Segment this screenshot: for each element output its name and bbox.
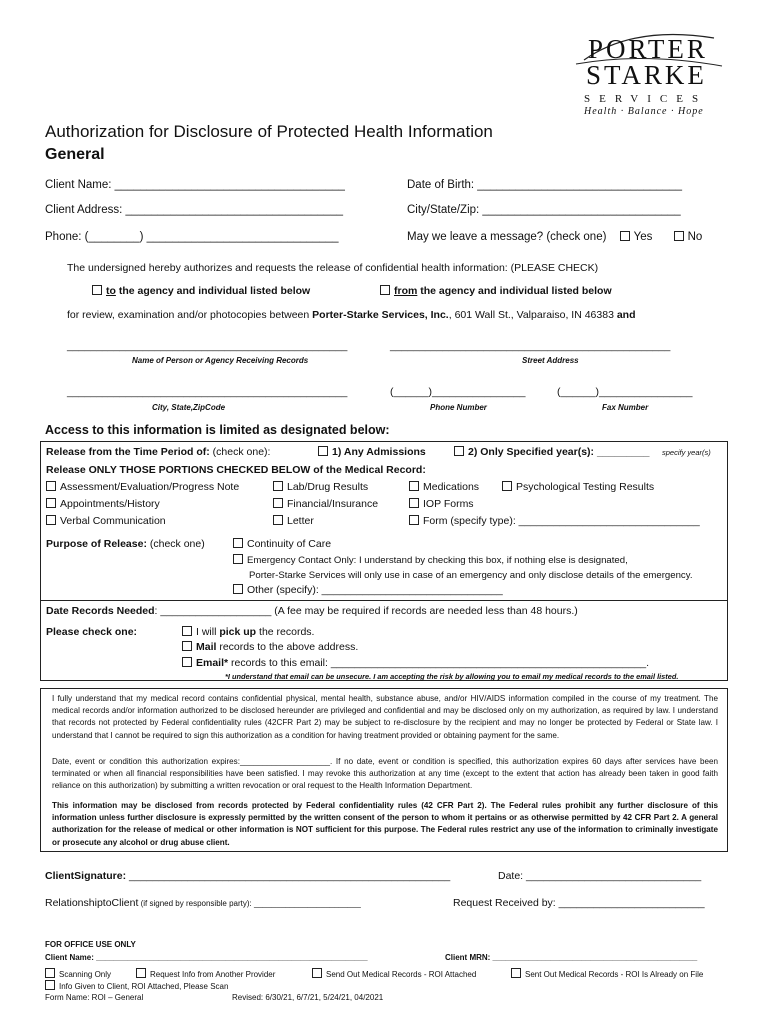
fax-caption: Fax Number — [602, 403, 649, 412]
please-check-label: Please check one: — [46, 626, 138, 638]
checkbox-icon[interactable] — [511, 968, 521, 978]
purpose-label: Purpose of Release: (check one) — [46, 538, 205, 550]
receiving-name-line[interactable]: ________________________________________________ — [67, 340, 348, 352]
legal-paragraph-2: Date, event or condition this authorization expires:____________________. If no date, event or condition is specified, this authorization expires 60 days after services have been terminated or when all financial responsibilities have been satisfied. I may revoke this authorization at any time (except to the extent that action has already been taken in good faith reliance on this authorization) by submitting a written revocation or oral request to the Health Information Department. — [52, 757, 718, 791]
from-agency-option[interactable]: from the agency and individual listed below — [380, 285, 612, 297]
purpose-continuity-option[interactable]: Continuity of Care — [233, 538, 331, 550]
page-subtitle: General — [45, 146, 105, 163]
section-divider — [40, 600, 728, 601]
street-address-line[interactable]: ________________________________________________ — [390, 340, 671, 352]
office-client-name-field[interactable]: Client Name: _____________________________________________________________ — [45, 953, 368, 962]
logo-porter: PORTER — [588, 34, 708, 64]
office-scanning-option[interactable]: Scanning Only — [45, 968, 111, 979]
office-sent-already-option[interactable]: Sent Out Medical Records - ROI Is Already on File — [511, 968, 703, 979]
to-agency-option[interactable]: to the agency and individual listed below — [92, 285, 310, 297]
checkbox-icon[interactable] — [674, 231, 684, 241]
record-item-verbal[interactable]: Verbal Communication — [46, 515, 166, 527]
office-sent-out-option[interactable]: Send Out Medical Records - ROI Attached — [312, 968, 476, 979]
only-specified-years-option[interactable]: 2) Only Specified year(s): _________ — [454, 446, 650, 458]
office-client-mrn-field[interactable]: Client MRN: ______________________________________________ — [445, 953, 698, 962]
fax-number-line[interactable]: (______)________________ — [557, 386, 693, 398]
message-no-option[interactable]: No — [674, 231, 703, 243]
street-address-caption: Street Address — [522, 356, 579, 365]
checkbox-icon[interactable] — [454, 446, 464, 456]
portions-label: Release ONLY THOSE PORTIONS CHECKED BELOW of the Medical Record: — [46, 464, 426, 476]
client-signature-field[interactable]: ClientSignature: _______________________________________________________ — [45, 870, 451, 882]
client-address-field[interactable]: Client Address: __________________________________ — [45, 204, 343, 216]
form-name: Form Name: ROI – General — [45, 993, 144, 1002]
record-item-financial[interactable]: Financial/Insurance — [273, 498, 378, 510]
checkbox-icon[interactable] — [46, 515, 56, 525]
phone-caption: Phone Number — [430, 403, 487, 412]
emergency-explanation: Porter-Starke Services will only use in case of an emergency and only disclose details of the emergency. — [249, 570, 693, 581]
legal-paragraph-1: I fully understand that my medical record contains confidential physical, mental health, substance abuse, and/or HIV/AIDS information compiled in the course of my treatment. The medical records and/or information authorized to be disclosed hereunder are privileged and confidential and may be disclosed only on my authorization, as required by law. I understand that records not protected by Federal confidentiality rules (42CFR Part 2) may be subject to re-disclosure by the recipient and may no longer be protected by Federal or State law. I understand that I cannot be required to sign this authorization as a condition for having treatment provided or obtaining payment for the same. — [52, 694, 718, 740]
checkbox-icon[interactable] — [318, 446, 328, 456]
receiving-name-caption: Name of Person or Agency Receiving Records — [132, 356, 309, 365]
record-item-appointments[interactable]: Appointments/History — [46, 498, 160, 510]
purpose-emergency-option[interactable]: Emergency Contact Only: I understand by checking this box, if nothing else is designated, — [233, 554, 628, 566]
city-caption: City, State,ZipCode — [152, 403, 226, 412]
authorization-intro: The undersigned hereby authorizes and requests the release of confidential health information: (PLEASE CHECK) — [67, 262, 599, 274]
record-item-lab-results[interactable]: Lab/Drug Results — [273, 481, 368, 493]
leave-message-question — [407, 231, 702, 243]
checkbox-icon[interactable] — [136, 968, 146, 978]
record-item-iop-forms[interactable]: IOP Forms — [409, 498, 474, 510]
page-title: Authorization for Disclosure of Protected Health Information — [45, 122, 493, 141]
record-item-psych-testing[interactable]: Psychological Testing Results — [502, 481, 654, 493]
mail-option[interactable]: Mail records to the above address. — [182, 641, 358, 653]
phone-field[interactable]: Phone: (________) ______________________________ — [45, 231, 339, 243]
checkbox-icon[interactable] — [45, 980, 55, 990]
checkbox-icon[interactable] — [409, 498, 419, 508]
email-risk-note: *I understand that email can be unsecure. I am accepting the risk by allowing you to email my medical records to the email listed. — [225, 672, 679, 681]
any-admissions-option[interactable]: 1) Any Admissions — [318, 446, 426, 458]
checkbox-icon[interactable] — [233, 584, 243, 594]
client-name-field[interactable]: Client Name: ____________________________________ — [45, 179, 345, 191]
checkbox-icon[interactable] — [233, 554, 243, 564]
logo-services: SERVICES — [584, 93, 708, 105]
checkbox-icon[interactable] — [620, 231, 630, 241]
record-item-medications[interactable]: Medications — [409, 481, 479, 493]
checkbox-icon[interactable] — [46, 498, 56, 508]
checkbox-icon[interactable] — [312, 968, 322, 978]
checkbox-icon[interactable] — [233, 538, 243, 548]
checkbox-icon[interactable] — [409, 481, 419, 491]
checkbox-icon[interactable] — [273, 481, 283, 491]
email-option[interactable]: Email* records to this email: ______________________________________________________. — [182, 657, 649, 669]
city-state-zip-line[interactable]: ________________________________________________ — [67, 386, 348, 398]
date-of-birth-field[interactable]: Date of Birth: ________________________________ — [407, 179, 682, 191]
checkbox-icon[interactable] — [502, 481, 512, 491]
signature-date-field[interactable]: Date: ______________________________ — [498, 870, 702, 882]
request-received-field[interactable]: Request Received by: _________________________ — [453, 897, 705, 909]
checkbox-icon[interactable] — [409, 515, 419, 525]
record-item-form[interactable]: Form (specify type): _______________________________ — [409, 515, 700, 527]
record-item-assessment[interactable]: Assessment/Evaluation/Progress Note — [46, 481, 239, 493]
access-heading: Access to this information is limited as designated below: — [45, 423, 390, 437]
message-yes-option[interactable]: Yes — [620, 231, 653, 243]
checkbox-icon[interactable] — [45, 968, 55, 978]
pickup-option[interactable]: I will pick up the records. — [182, 626, 314, 638]
checkbox-icon[interactable] — [92, 285, 102, 295]
office-request-info-option[interactable]: Request Info from Another Provider — [136, 968, 275, 979]
logo-tagline: Health · Balance · Hope — [584, 106, 704, 117]
date-records-needed-field[interactable]: Date Records Needed: ___________________ (A fee may be required if records are needed less than 48 hours.) — [46, 605, 578, 617]
checkbox-icon[interactable] — [380, 285, 390, 295]
review-statement: for review, examination and/or photocopies between Porter-Starke Services, Inc., 601 Wall St., Valparaiso, IN 46383 and — [67, 309, 636, 321]
checkbox-icon[interactable] — [182, 626, 192, 636]
legal-paragraph-3: This information may be disclosed from records protected by Federal confidentiality rules (42 CFR Part 2). The Federal rules prohibit any further disclosure of this information unless further disclosure is expressly permitted by the written consent of the person to whom it pertains or as otherwise permitted by 42 CFR Part 2. A general authorization for the release of medical or other information is NOT sufficient for this purpose. The Federal rules restrict any use of the information to criminally investigate or prosecute any alcohol or drug abuse client. — [52, 801, 718, 847]
city-state-zip-field[interactable]: City/State/Zip: _______________________________ — [407, 204, 681, 216]
leave-message-label: May we leave a message? (check one) — [407, 231, 607, 243]
revision-dates: Revised: 6/30/21, 6/7/21, 5/24/21, 04/2021 — [232, 993, 384, 1002]
relationship-field[interactable]: RelationshiptoClient (if signed by responsible party): ________________________ — [45, 897, 361, 909]
checkbox-icon[interactable] — [273, 498, 283, 508]
record-item-letter[interactable]: Letter — [273, 515, 314, 527]
checkbox-icon[interactable] — [46, 481, 56, 491]
checkbox-icon[interactable] — [182, 641, 192, 651]
checkbox-icon[interactable] — [273, 515, 283, 525]
release-time-period-label: Release from the Time Period of: (check one): — [46, 446, 271, 458]
checkbox-icon[interactable] — [182, 657, 192, 667]
logo-starke: STARKE — [586, 60, 707, 90]
office-use-heading: FOR OFFICE USE ONLY — [45, 940, 136, 949]
purpose-other-option[interactable]: Other (specify): _______________________________ — [233, 584, 503, 596]
phone-number-line[interactable]: (______)________________ — [390, 386, 526, 398]
office-info-given-option[interactable]: Info Given to Client, ROI Attached, Please Scan — [45, 980, 228, 991]
specify-years-hint: specify year(s) — [662, 448, 711, 457]
